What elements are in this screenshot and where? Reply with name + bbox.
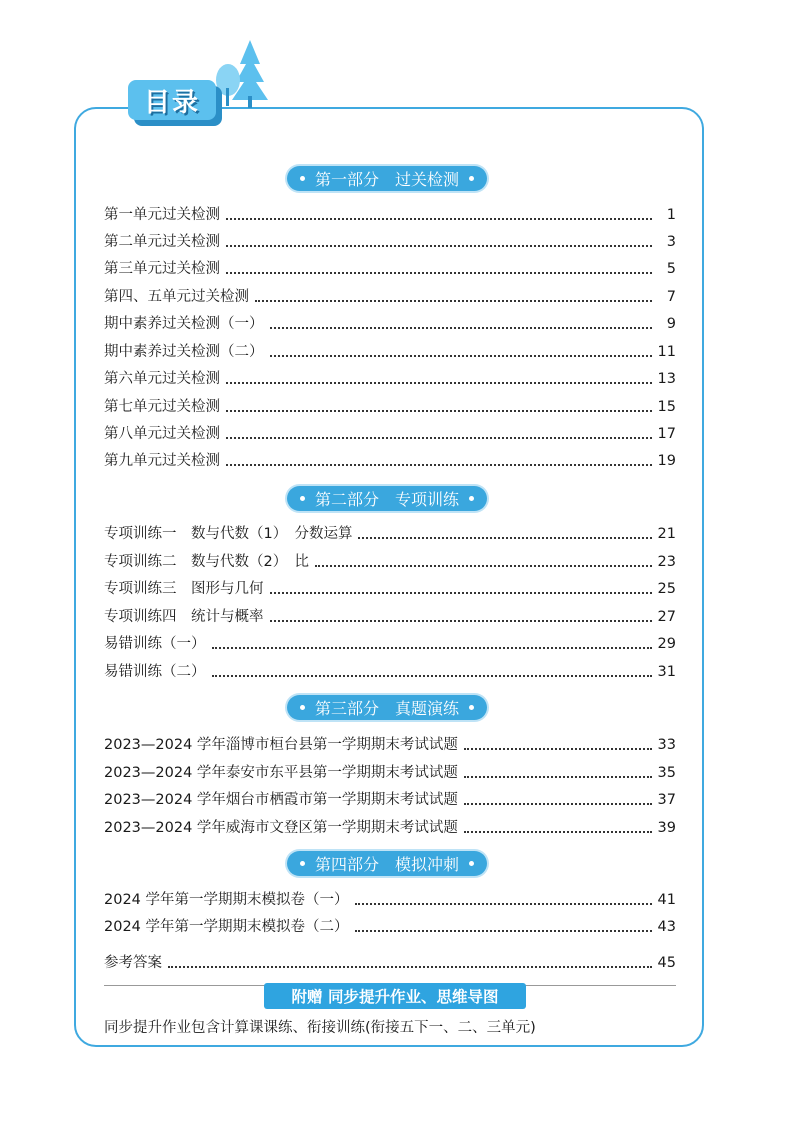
- entry-page: 19: [657, 453, 676, 469]
- entry-page: 41: [657, 892, 676, 908]
- entry-label: 参考答案: [104, 955, 162, 971]
- toc-entry[interactable]: [104, 284, 676, 306]
- entry-label: 专项训练二 数与代数（2） 比: [104, 554, 309, 570]
- entry-page: 37: [657, 792, 676, 808]
- section-header-3: [287, 695, 487, 720]
- entry-page: 5: [666, 261, 676, 277]
- entry-page: 29: [657, 636, 676, 652]
- toc-entry[interactable]: [104, 339, 676, 361]
- entry-page: 21: [657, 526, 676, 542]
- entry-label: 2023—2024 学年烟台市栖霞市第一学期期末考试试题: [104, 792, 458, 808]
- entry-label: 专项训练一 数与代数（1） 分数运算: [104, 526, 353, 542]
- section-header-4: [287, 851, 487, 876]
- toc-entry[interactable]: [104, 604, 676, 626]
- entry-label: 易错训练（二）: [104, 664, 206, 680]
- page-title: 目录: [128, 80, 216, 120]
- toc-entry[interactable]: [104, 256, 676, 278]
- entry-label: 第三单元过关检测: [104, 261, 220, 277]
- section-title: 第三部分 真题演练: [314, 699, 459, 718]
- toc-entry[interactable]: [104, 549, 676, 571]
- entry-page: 15: [657, 399, 676, 415]
- entry-page: 7: [666, 289, 676, 305]
- entry-label: 2023—2024 学年威海市文登区第一学期期末考试试题: [104, 820, 458, 836]
- entry-page: 25: [657, 581, 676, 597]
- toc-entry[interactable]: [104, 950, 676, 972]
- entry-label: 第六单元过关检测: [104, 371, 220, 387]
- entry-label: 期中素养过关检测（二）: [104, 344, 264, 360]
- toc-entry[interactable]: [104, 659, 676, 681]
- gift-banner: 附赠 同步提升作业、思维导图: [264, 983, 526, 1009]
- entry-page: 43: [657, 919, 676, 935]
- toc-entry[interactable]: [104, 521, 676, 543]
- toc-entry[interactable]: [104, 576, 676, 598]
- entry-label: 专项训练三 图形与几何: [104, 581, 264, 597]
- toc-entry[interactable]: [104, 887, 676, 909]
- entry-label: 期中素养过关检测（一）: [104, 316, 264, 332]
- toc-entry[interactable]: [104, 202, 676, 224]
- entry-page: 23: [657, 554, 676, 570]
- toc-entry[interactable]: [104, 732, 676, 754]
- entry-page: 31: [657, 664, 676, 680]
- entry-page: 17: [657, 426, 676, 442]
- entry-label: 易错训练（一）: [104, 636, 206, 652]
- gift-note: 同步提升作业包含计算课课练、衔接训练(衔接五下一、二、三单元): [104, 1020, 536, 1036]
- entry-page: 39: [657, 820, 676, 836]
- toc-entry[interactable]: [104, 394, 676, 416]
- entry-label: 第一单元过关检测: [104, 207, 220, 223]
- section-title: 第一部分 过关检测: [314, 170, 459, 189]
- entry-label: 第四、五单元过关检测: [104, 289, 249, 305]
- entry-label: 第二单元过关检测: [104, 234, 220, 250]
- entry-label: 2023—2024 学年淄博市桓台县第一学期期末考试试题: [104, 737, 458, 753]
- toc-entry[interactable]: [104, 311, 676, 333]
- entry-label: 第九单元过关检测: [104, 453, 220, 469]
- entry-page: 33: [657, 737, 676, 753]
- toc-entry[interactable]: [104, 448, 676, 470]
- toc-entry[interactable]: [104, 815, 676, 837]
- entry-page: 9: [666, 316, 676, 332]
- entry-page: 11: [657, 344, 676, 360]
- entry-label: 第七单元过关检测: [104, 399, 220, 415]
- toc-title-tab: [128, 80, 222, 126]
- entry-label: 2024 学年第一学期期末模拟卷（二）: [104, 919, 349, 935]
- toc-entry[interactable]: [104, 760, 676, 782]
- entry-page: 35: [657, 765, 676, 781]
- section-title: 第二部分 专项训练: [314, 490, 459, 509]
- entry-label: 专项训练四 统计与概率: [104, 609, 264, 625]
- section-header-1: [287, 166, 487, 191]
- entry-page: 1: [666, 207, 676, 223]
- toc-entry[interactable]: [104, 229, 676, 251]
- toc-entry[interactable]: [104, 366, 676, 388]
- toc-entry[interactable]: [104, 421, 676, 443]
- section-title: 第四部分 模拟冲刺: [314, 855, 459, 874]
- entry-page: 13: [657, 371, 676, 387]
- section-header-2: [287, 486, 487, 511]
- entry-page: 27: [657, 609, 676, 625]
- entry-label: 2024 学年第一学期期末模拟卷（一）: [104, 892, 349, 908]
- entry-page: 3: [666, 234, 676, 250]
- toc-entry[interactable]: [104, 914, 676, 936]
- toc-entry[interactable]: [104, 787, 676, 809]
- entry-page: 45: [657, 955, 676, 971]
- entry-label: 第八单元过关检测: [104, 426, 220, 442]
- toc-entry[interactable]: [104, 631, 676, 653]
- entry-label: 2023—2024 学年泰安市东平县第一学期期末考试试题: [104, 765, 458, 781]
